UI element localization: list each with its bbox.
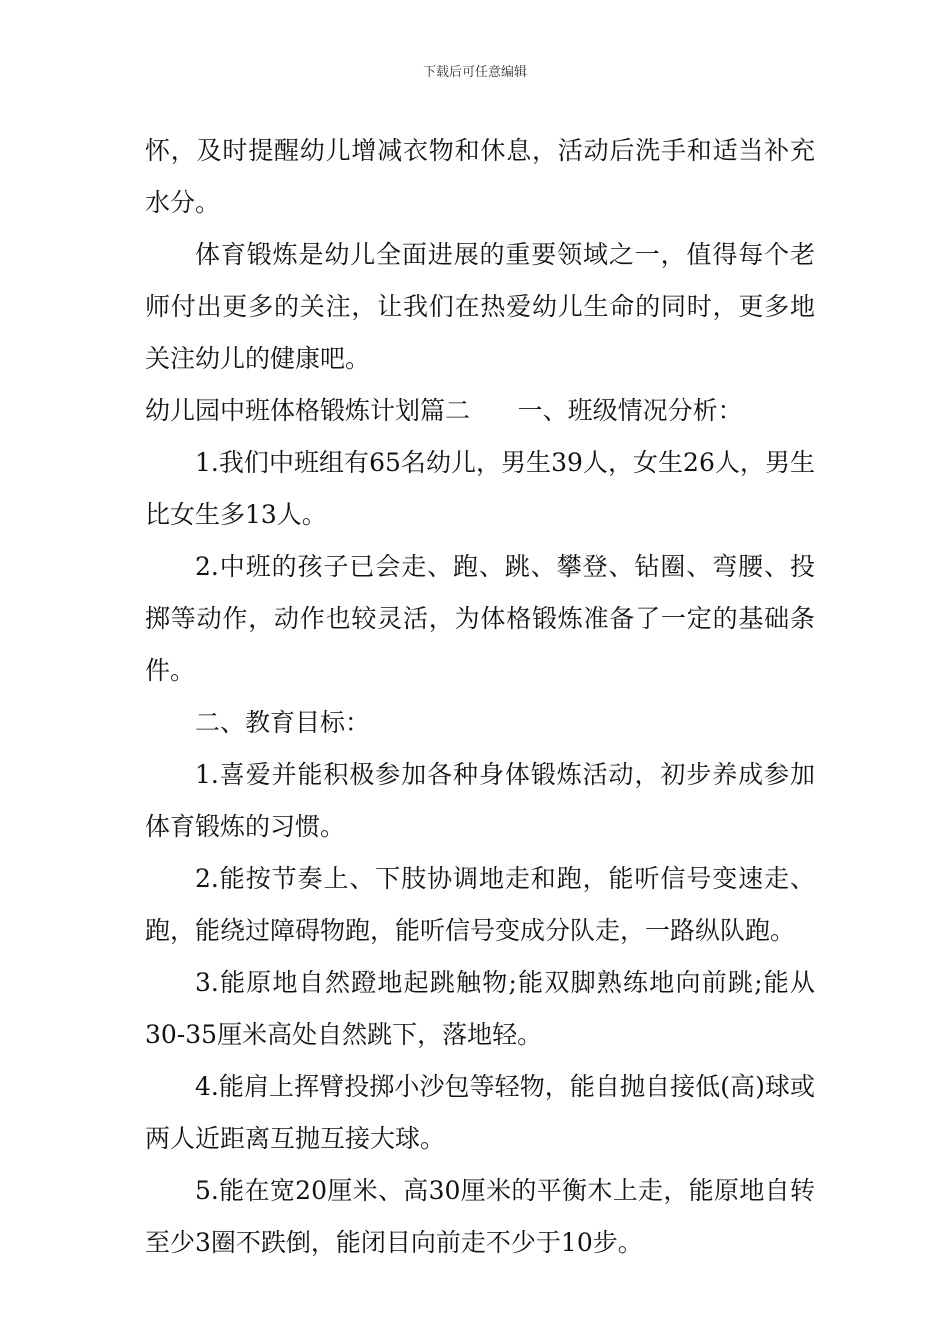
paragraph: 怀，及时提醒幼儿增减衣物和休息，活动后洗手和适当补充水分。 xyxy=(145,136,815,217)
paragraph: 2.中班的孩子已会走、跑、跳、攀登、钻圈、弯腰、投掷等动作，动作也较灵活，为体格锻炼准备了一定的基础条件。 xyxy=(145,552,815,685)
paragraph: 2.能按节奏上、下肢协调地走和跑，能听信号变速走、跑，能绕过障碍物跑，能听信号变成分队走，一路纵队跑。 xyxy=(145,864,815,945)
subsection-heading: 二、教育目标： xyxy=(195,708,371,737)
paragraph: 4.能肩上挥臂投掷小沙包等轻物，能自抛自接低(高)球或两人近距离互抛互接大球。 xyxy=(145,1072,815,1153)
section-heading: 幼儿园中班体格锻炼计划篇二 一、班级情况分析： xyxy=(145,396,743,425)
page-header-note: 下载后可任意编辑 xyxy=(422,65,527,80)
paragraph: 1.我们中班组有65名幼儿，男生39人，女生26人，男生比女生多13人。 xyxy=(145,448,815,529)
paragraph: 3.能原地自然蹬地起跳触物;能双脚熟练地向前跳;能从30-35厘米高处自然跳下，落地轻。 xyxy=(145,968,815,1049)
paragraph: 5.能在宽20厘米、高30厘米的平衡木上走，能原地自转至少3圈不跌倒，能闭目向前走不少于10步。 xyxy=(145,1176,815,1257)
document-body xyxy=(145,125,815,1269)
paragraph: 1.喜爱并能积极参加各种身体锻炼活动，初步养成参加体育锻炼的习惯。 xyxy=(145,760,815,841)
paragraph: 体育锻炼是幼儿全面进展的重要领域之一，值得每个老师付出更多的关注，让我们在热爱幼儿生命的同时，更多地关注幼儿的健康吧。 xyxy=(145,240,815,373)
